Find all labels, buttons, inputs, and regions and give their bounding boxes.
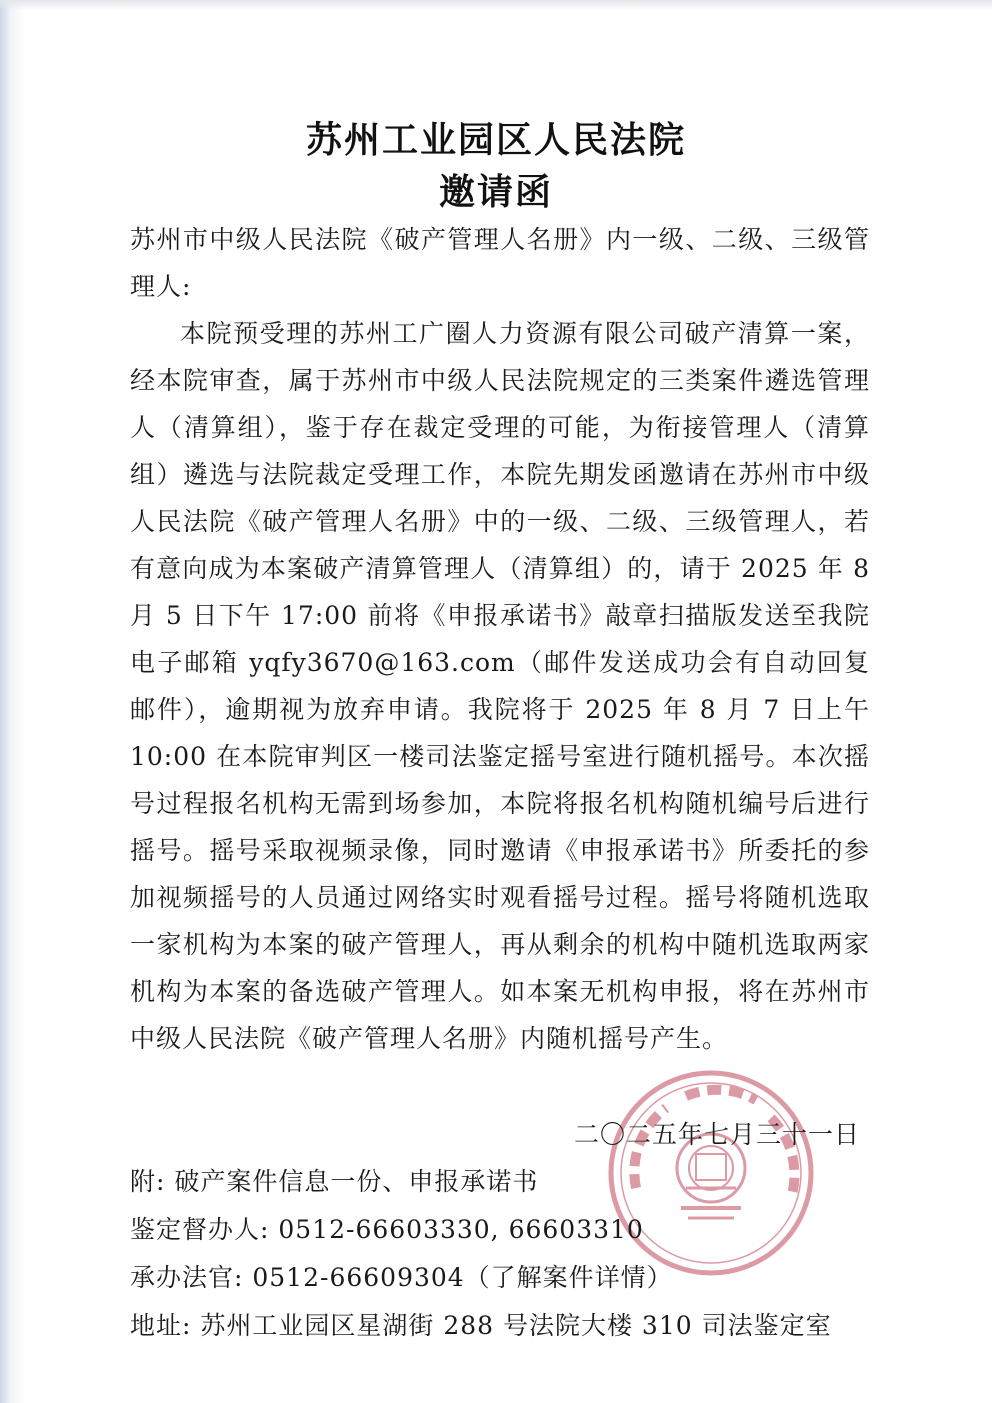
court-name-title: 苏州工业园区人民法院 <box>305 120 686 161</box>
issue-date: 二〇二五年七月三十一日 <box>573 1120 860 1149</box>
addressee: 苏州市中级人民法院《破产管理人名册》内一级、二级、三级管理人: <box>130 225 870 301</box>
judge-contact: 承办法官: 0512-66609304（了解案件详情） <box>130 1263 673 1292</box>
letter-body: 本院预受理的苏州工广圈人力资源有限公司破产清算一案，经本院审查，属于苏州市中级人民法院规定的三类案件遴选管理人（清算组），鉴于存在裁定受理的可能，为衔接管理人（清算组）遴选与法院裁定受理工作，本院先期发函邀请在苏州市中级人民法院《破产管理人名册》中的一级、二级、三级管理人，若有意向成为本案破产清算管理人（清算组）的，请于 2025 年 8 月 5 日下午 17:00 前将《申报承诺书》敲章扫描版发送至我院电子邮箱 yqfy3670@163.com（邮件发送成功会有自动回复邮件），逾期视为放弃申请。我院将于 2025 年 8 月 7 日上午 10:00 在本院审判区一楼司法鉴定摇号室进行随机摇号。本次摇号过程报名机构无需到场参加，本院将报名机构随机编号后进行摇号。摇号采取视频录像，同时邀请《申报承诺书》所委托的参加视频摇号的人员通过网络实时观看摇号过程。摇号将随机选取一家机构为本案的破产管理人，再从剩余的机构中随机选取两家机构为本案的备选破产管理人。如本案无机构申报，将在苏州市中级人民法院《破产管理人名册》内随机摇号产生。 <box>130 319 870 1053</box>
court-seal-stamp <box>606 1068 816 1278</box>
document-title: 邀请函 <box>438 172 553 213</box>
court-address: 地址: 苏州工业园区星湖街 288 号法院大楼 310 司法鉴定室 <box>130 1311 832 1340</box>
seal-inner-ring <box>621 1083 801 1263</box>
scan-top-shadow <box>0 0 992 10</box>
attachment-line: 附: 破产案件信息一份、申报承诺书 <box>130 1167 539 1196</box>
supervisor-contact: 鉴定督办人: 0512-66603330, 66603310 <box>130 1215 644 1244</box>
